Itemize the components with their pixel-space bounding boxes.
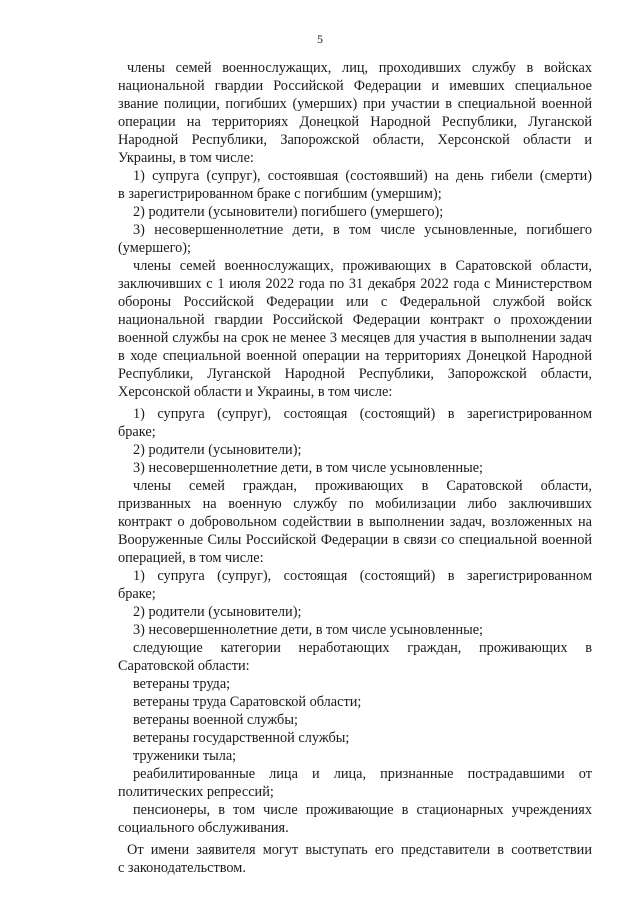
text-line: члены семей военнослужащих, лиц, проходивших службу в войсках: [127, 60, 592, 76]
text-line: ветераны военной службы;: [133, 712, 298, 728]
text-line: ветераны труда;: [133, 676, 231, 692]
text-line: 3) несовершеннолетние дети, в том числе усыновленные;: [133, 622, 484, 638]
text-line: 3) несовершеннолетние дети, в том числе усыновленные, погибшего: [133, 222, 592, 238]
text-line: операции на территориях Донецкой Народной Республики, Луганской: [118, 114, 592, 130]
text-line: труженики тыла;: [133, 748, 237, 764]
text-line: Саратовской области:: [118, 658, 250, 674]
text-line: пенсионеры, в том числе проживающие в стационарных учреждениях: [133, 802, 592, 818]
text-line: призванных на военную службу по мобилизации либо заключивших: [118, 496, 592, 512]
text-line: следующие категории неработающих граждан, проживающих в: [133, 640, 592, 656]
text-line: национальной гвардии Российской Федерации контракт о прохождении: [118, 312, 592, 328]
text-line: с законодательством.: [118, 860, 246, 876]
text-line: члены семей военнослужащих, проживающих в Саратовской области,: [133, 258, 592, 274]
text-line: Украины, в том числе:: [118, 150, 254, 166]
text-line: 2) родители (усыновители);: [133, 442, 302, 458]
text-line: ветераны государственной службы;: [133, 730, 350, 746]
text-line: 2) родители (усыновители);: [133, 604, 302, 620]
text-line: члены семей граждан, проживающих в Саратовской области,: [133, 478, 592, 494]
text-line: ветераны труда Саратовской области;: [133, 694, 362, 710]
text-line: От имени заявителя могут выступать его представители в соответствии: [127, 842, 592, 858]
text-line: в зарегистрированном браке с погибшим (умершим);: [118, 186, 442, 202]
text-line: Народной Республики, Запорожской области, Херсонской области и: [118, 132, 592, 148]
text-line: операцией, в том числе:: [118, 550, 264, 566]
text-line: в ходе специальной военной операции на территориях Донецкой Народной: [118, 348, 592, 364]
text-line: Республики, Луганской Народной Республики, Запорожской области,: [118, 366, 592, 382]
text-line: 1) супруга (супруг), состоявшая (состоявший) на день гибели (смерти): [133, 168, 592, 184]
page-number: 5: [317, 32, 323, 46]
text-line: Вооруженные Силы Российской Федерации в связи со специальной военной: [118, 532, 592, 548]
text-line: заключивших с 1 июля 2022 года по 31 декабря 2022 года с Министерством: [118, 276, 592, 292]
text-line: Херсонской области и Украины, в том числе:: [118, 384, 393, 400]
text-line: 1) супруга (супруг), состоящая (состоящий) в зарегистрированном: [133, 406, 592, 422]
text-line: 2) родители (усыновители) погибшего (умершего);: [133, 204, 444, 220]
text-line: военной службы на срок не менее 3 месяцев для участия в выполнении задач: [118, 330, 592, 346]
text-line: 3) несовершеннолетние дети, в том числе усыновленные;: [133, 460, 484, 476]
text-line: звание полиции, погибших (умерших) при участии в специальной военной: [118, 96, 592, 112]
text-line: (умершего);: [118, 240, 192, 256]
text-line: 1) супруга (супруг), состоящая (состоящий) в зарегистрированном: [133, 568, 592, 584]
text-line: обороны Российской Федерации или с Федеральной службой войск: [118, 294, 592, 310]
text-line: национальной гвардии Российской Федерации и имевших специальное: [118, 78, 592, 94]
text-line: политических репрессий;: [118, 784, 274, 800]
text-line: реабилитированные лица и лица, признанные пострадавшими от: [133, 766, 592, 782]
text-line: браке;: [118, 424, 156, 440]
text-line: контракт о добровольном содействии в выполнении задач, возложенных на: [118, 514, 592, 530]
text-line: браке;: [118, 586, 156, 602]
text-line: социального обслуживания.: [118, 820, 289, 836]
